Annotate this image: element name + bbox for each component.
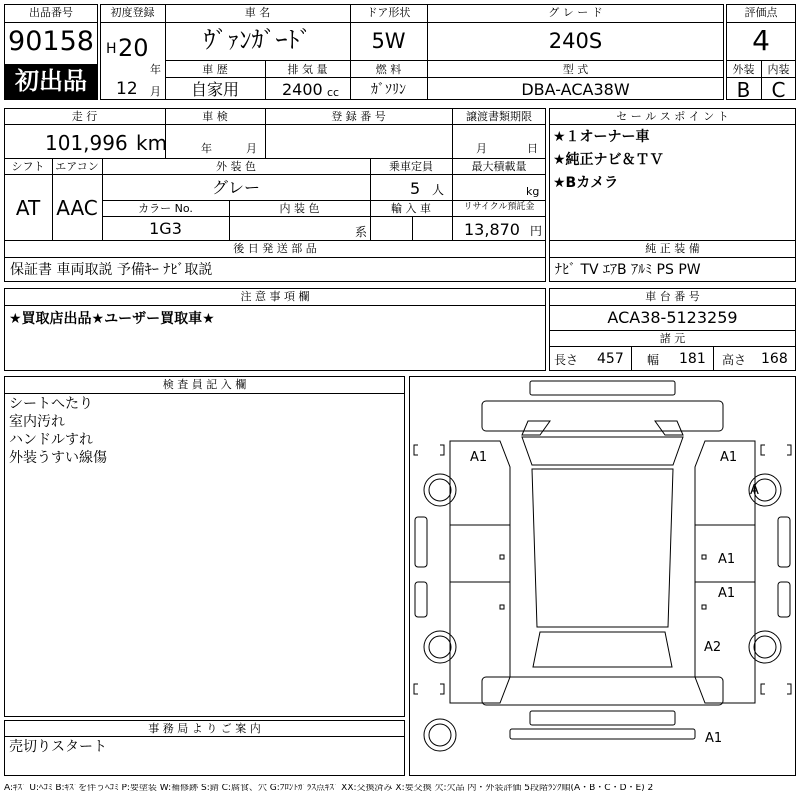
- color-label: 外 装 色: [216, 160, 256, 173]
- notes-label: 注 意 事 項 欄: [240, 290, 310, 303]
- exterior-label: 外装: [732, 63, 755, 76]
- exterior-grade: B: [736, 78, 751, 102]
- car-outline-svg: [410, 377, 795, 775]
- width-label: 幅: [647, 353, 660, 367]
- roof-shape: [532, 469, 673, 627]
- history: 自家用: [190, 80, 239, 99]
- fuel: ｶﾞｿﾘﾝ: [371, 82, 406, 98]
- load-unit: kg: [526, 185, 540, 198]
- shift-label: シフト: [11, 160, 45, 173]
- ac-label: エアコン: [55, 160, 99, 173]
- displacement: 2400: [282, 80, 323, 99]
- later-parts-label: 後 日 発 送 部 品: [233, 242, 317, 255]
- import-label: 輸 入 車: [391, 202, 431, 215]
- right-side-shape: [778, 517, 790, 567]
- ac: AAC: [56, 196, 98, 220]
- mark-right-rear: A2: [704, 640, 722, 655]
- windshield-shape: [522, 437, 683, 465]
- year-unit: 年: [150, 63, 161, 76]
- length: 457: [597, 351, 624, 367]
- registration-label: 登 録 番 号: [331, 110, 386, 123]
- inspector-line-2: 室内汚れ: [9, 414, 65, 430]
- first-reg-year: 20: [118, 34, 149, 62]
- rear-bumper-shape: [530, 711, 675, 725]
- front-bumper-shape: [530, 381, 675, 395]
- chassis-number: ACA38-5123259: [607, 308, 738, 327]
- grade-label: グ レ ー ド: [548, 6, 603, 19]
- door-type: 5W: [371, 29, 406, 53]
- mileage-unit: km: [136, 131, 168, 155]
- transfer-month-unit: 月: [476, 142, 487, 155]
- recycle-label: リサイクル預託金: [463, 202, 535, 212]
- score-label: 評価点: [744, 6, 778, 19]
- inspector-line-1: シートへたり: [9, 396, 93, 412]
- displacement-unit: cc: [327, 86, 340, 99]
- capacity: 5: [410, 179, 421, 198]
- interior-label: 内装: [767, 63, 790, 76]
- office-label: 事 務 局 よ り ご 案 内: [148, 722, 261, 735]
- left-bracket: [414, 445, 444, 455]
- sales-point-1: ★１オーナー車: [553, 129, 650, 145]
- headlight-shape: [522, 421, 683, 435]
- door-label: ドア形状: [366, 6, 411, 19]
- inspection-year-unit: 年: [201, 142, 212, 155]
- recycle-amount: 13,870: [464, 220, 520, 239]
- car-name-label: 車 名: [244, 6, 271, 19]
- right-body-shape: [695, 441, 755, 703]
- transfer-label: 譲渡書類期限: [466, 110, 532, 123]
- later-parts: 保証書 車両取説 予備ｷｰ ﾅﾋﾞ取説: [10, 262, 213, 278]
- inspection-month-unit: 月: [246, 142, 257, 155]
- mileage: 101,996: [45, 131, 128, 155]
- color-no-label: カラー No.: [138, 202, 193, 215]
- capacity-unit: 人: [432, 183, 445, 197]
- genuine-label: 純 正 装 備: [645, 242, 700, 255]
- color-no: 1G3: [149, 219, 182, 238]
- first-time-badge: 初出品: [15, 67, 87, 95]
- history-label: 車 歴: [202, 63, 228, 76]
- genuine-equipment: ﾅﾋﾞ TV ｴｱB ｱﾙﾐ PS PW: [555, 262, 701, 278]
- mark-front-right: A1: [720, 450, 738, 465]
- inspection-label: 車 検: [202, 110, 228, 123]
- width: 181: [679, 351, 706, 367]
- dims-label: 諸 元: [659, 332, 686, 345]
- era: H: [106, 41, 117, 57]
- first-reg-month: 12: [116, 79, 138, 99]
- capacity-label: 乗車定員: [389, 160, 433, 173]
- left-side-shape: [415, 517, 427, 567]
- fuel-label: 燃 料: [375, 63, 402, 76]
- mark-right-door-front: A1: [718, 552, 736, 567]
- interior-color-label: 内 装 色: [279, 202, 320, 215]
- height: 168: [761, 351, 788, 367]
- sales-label: セ ー ル ス ポ イ ン ト: [616, 110, 729, 123]
- model-label: 型 式: [562, 63, 589, 76]
- inspector-line-3: ハンドルすれ: [9, 432, 93, 448]
- mark-right-door-rear: A1: [718, 586, 736, 601]
- lot-number: 90158: [8, 26, 94, 57]
- color: グレー: [211, 178, 260, 197]
- mark-right-front-wheel: A: [750, 483, 759, 498]
- interior-suffix: 系: [355, 225, 368, 239]
- mark-rear: A1: [705, 731, 723, 746]
- mark-front-left: A1: [470, 450, 488, 465]
- shift: AT: [15, 196, 41, 220]
- score: 4: [752, 24, 770, 57]
- car-name: ｳﾞｧﾝｶﾞｰﾄﾞ: [203, 26, 312, 54]
- rear-panel-shape: [482, 677, 723, 705]
- first-reg-label: 初度登録: [110, 6, 155, 19]
- front-panel-shape: [482, 401, 723, 431]
- mileage-label: 走 行: [71, 110, 98, 123]
- left-body-shape: [450, 441, 510, 703]
- month-unit: 月: [150, 85, 161, 98]
- sales-point-3: ★Bカメラ: [553, 175, 619, 191]
- grade: 240S: [548, 29, 603, 53]
- inspector-line-4: 外装うすい線傷: [9, 450, 107, 466]
- transfer-day-unit: 日: [527, 142, 538, 155]
- rear-glass-shape: [533, 632, 672, 667]
- legend: A:ｷｽﾞ U:ﾍｺﾐ B:ｷｽﾞを伴うﾍｺﾐ P:要塗装 W:補修跡 S:錆 C:腐食、穴 G:ﾌﾛﾝﾄｶﾞﾗｽ点ｷｽﾞ XX:交換済み X:要交換 欠:欠品 内・外装評価 5段階ﾗﾝｸ順(A・B・C・D・E) 2: [4, 784, 654, 793]
- sales-point-2: ★純正ナビ＆ＴＶ: [553, 152, 664, 168]
- model: DBA-ACA38W: [521, 80, 630, 99]
- office-text: 売切りスタート: [9, 739, 107, 755]
- damage-diagram: [409, 376, 796, 776]
- recycle-unit: 円: [530, 224, 543, 238]
- displacement-label: 排 気 量: [287, 63, 328, 76]
- interior-grade: C: [771, 78, 786, 102]
- inspector-label: 検 査 員 記 入 欄: [162, 378, 247, 391]
- notes-text: ★買取店出品★ユーザー買取車★: [9, 311, 215, 327]
- height-label: 高さ: [722, 353, 747, 367]
- length-label: 長さ: [554, 353, 579, 367]
- right-bracket: [761, 445, 791, 455]
- chassis-label: 車 台 番 号: [645, 290, 700, 303]
- lot-label: 出品番号: [29, 6, 73, 19]
- rear-step-shape: [510, 729, 695, 739]
- load-label: 最大積載量: [471, 160, 527, 173]
